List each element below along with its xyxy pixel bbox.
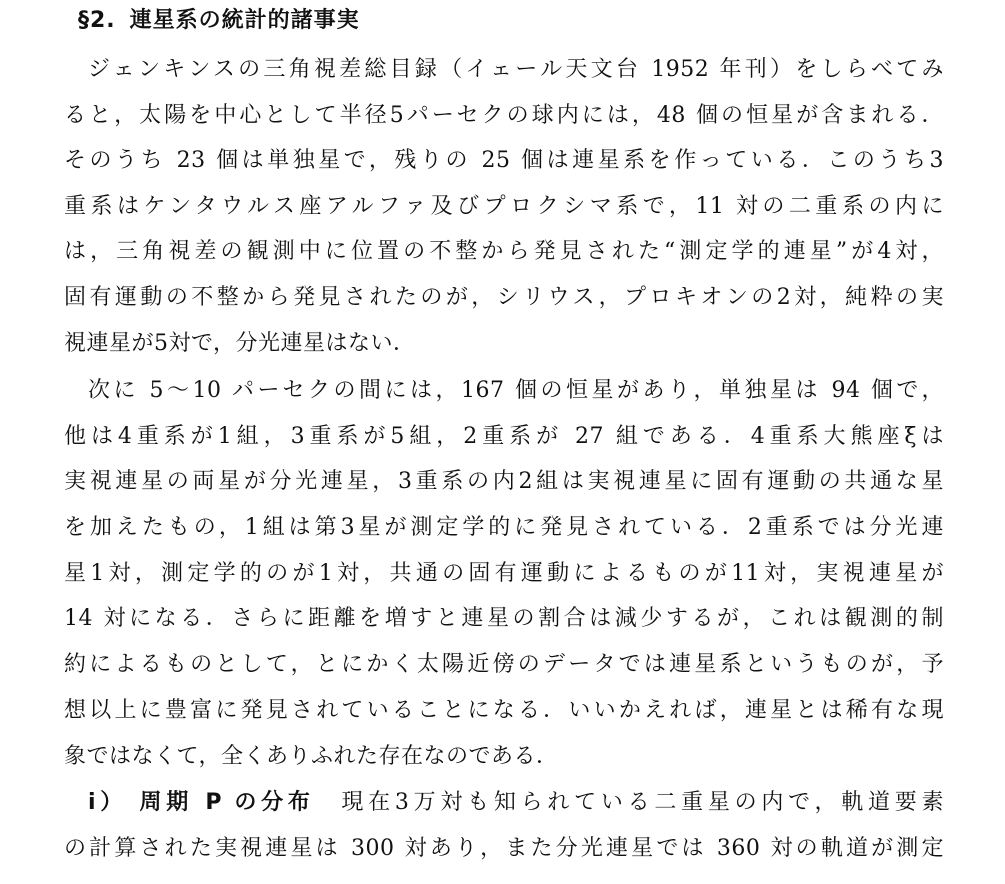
paragraph-line: 象ではなくて，全くありふれた存在なのである． (64, 744, 559, 769)
paragraph-line: 視連星が5対で，分光連星はない． (64, 331, 416, 356)
paragraph-line: 固有運動の不整から発見されたのが，シリウス，プロキオンの2対，純粋の実 (64, 285, 944, 310)
paragraph-line: 14 対になる．さらに距離を増すと連星の割合は減少するが，これは観測的制 (64, 606, 944, 631)
paragraph-line: ジェンキンスの三角視差総目録（イェール天文台 1952 年刊）をしらべてみ (88, 57, 944, 82)
paragraph-line: は，三角視差の観測中に位置の不整から発見された“測定学的連星”が4対， (64, 239, 944, 264)
paragraph-line: 約によるものとして，とにかく太陽近傍のデータでは連星系というものが，予 (64, 652, 944, 677)
subsection-line (88, 788, 944, 818)
paragraph-line: 実視連星の両星が分光連星，3重系の内2組は実視連星に固有運動の共通な星 (64, 469, 944, 494)
subsection-text: 現在3万対も知られている二重星の内で，軌道要素 (341, 790, 944, 815)
paragraph-line: 次に 5〜10 パーセクの間には，167 個の恒星があり，単独星は 94 個で， (88, 378, 944, 403)
section-title: 連星系の統計的諸事実 (129, 8, 360, 33)
paragraph-line: 星1対，測定学的のが1対，共通の固有運動によるものが11対，実視連星が (64, 561, 944, 586)
paragraph-line: 想以上に豊富に発見されていることになる．いいかえれば，連星とは稀有な現 (64, 698, 944, 723)
paragraph-line: 重系はケンタウルス座アルファ及びプロクシマ系で，11 対の二重系の内に (64, 194, 944, 219)
paragraph-line: を加えたもの，1組は第3星が測定学的に発見されている．2重系では分光連 (64, 515, 944, 540)
paragraph-line: ると，太陽を中心として半径5パーセクの球内には，48 個の恒星が含まれる． (64, 103, 944, 128)
paragraph-line: の計算された実視連星は 300 対あり，また分光連星では 360 対の軌道が測定 (64, 836, 944, 861)
paragraph-line: 他は4重系が1組，3重系が5組，2重系が 27 組である．4重系大熊座ξは (64, 424, 944, 449)
subsection-heading: i） 周期 P の分布 (88, 790, 315, 815)
section-heading (78, 6, 360, 36)
section-number: §2. (78, 8, 116, 33)
paragraph-line: そのうち 23 個は単独星で，残りの 25 個は連星系を作っている．このうち3 (64, 148, 944, 173)
